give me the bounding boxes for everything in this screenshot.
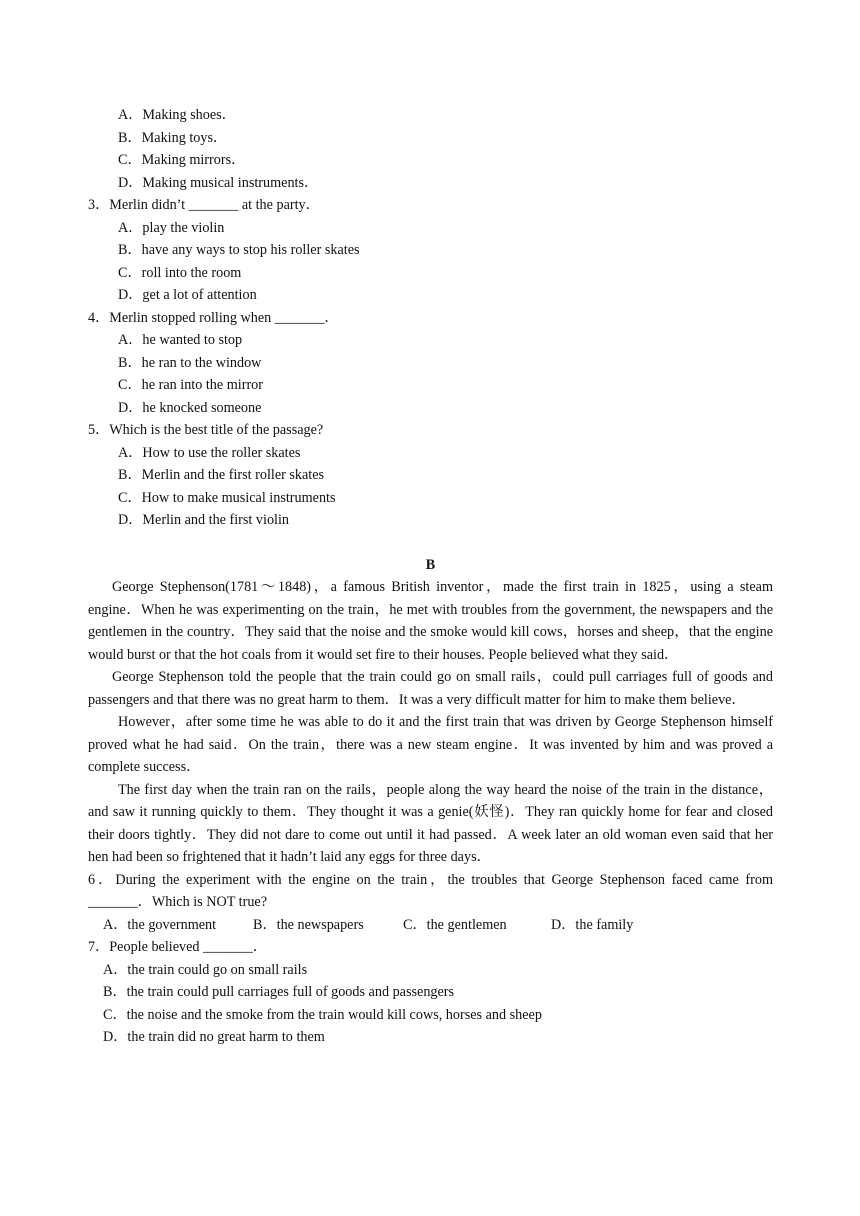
question-3	[88, 194, 773, 307]
option-d: D．he knocked someone	[118, 399, 262, 416]
section-b	[88, 554, 773, 869]
option-d: D．the family	[551, 916, 634, 933]
passage-paragraph-3: However，after some time he was able to do it and the first train that was driven by George Stephenson himself proved what he had said．On the train，there was a new steam engine．It was invented by him and was proved a complete success．	[88, 714, 773, 775]
option-a: A．How to use the roller skates	[118, 444, 301, 461]
option-b: B．the newspapers	[253, 916, 364, 933]
question-stem: 4．Merlin stopped rolling when _______．	[88, 309, 339, 326]
option-b: B．Making toys．	[118, 129, 228, 146]
option-c: C．he ran into the mirror	[118, 377, 263, 393]
question-5	[88, 419, 773, 532]
option-c: C．the gentlemen	[403, 916, 507, 933]
option-b: B．he ran to the window	[118, 354, 262, 371]
question-stem: 5．Which is the best title of the passage?	[88, 422, 324, 438]
question-stem: 7．People believed _______．	[88, 939, 267, 955]
passage-paragraph-4: The first day when the train ran on the rails，people along the way heard the noise of the train in the distance，and saw it running quickly to them．They thought it was a genie(妖怪)．They ran quickly home for fear and closed their doors tightly．They did not dare to come out until it had passed．A week later an old woman even said that her hen had been so frightened that it hadn’t laid any eggs for three days．	[88, 781, 773, 865]
option-a: A．the train could go on small rails	[103, 961, 308, 978]
option-d: D．get a lot of attention	[118, 287, 257, 303]
question-6	[88, 869, 773, 937]
passage-paragraph-1: George Stephenson(1781～1848)，a famous British inventor，made the first train in 1825，using a steam engine．When he was experimenting on the train，he met with troubles from the government, the newspapers and the gentlemen in the country．They said that the noise and the smoke would kill cows，horses and sheep，that the engine would burst or that the hot coals from it would set fire to their houses. People believed what they said．	[88, 579, 773, 663]
option-a: A．Making shoes．	[118, 107, 236, 123]
question-stem: 6．During the experiment with the engine on the train，the troubles that George Stephenson faced came from _______．Which is NOT true?	[88, 871, 773, 910]
option-b: B．Merlin and the first roller skates	[118, 467, 325, 483]
question-4	[88, 307, 773, 420]
options-row	[88, 914, 773, 937]
question-2-options	[88, 104, 773, 194]
option-d: D．Making musical instruments．	[118, 174, 319, 191]
option-b: B．the train could pull carriages full of goods and passengers	[103, 984, 455, 1000]
option-d: D．the train did no great harm to them	[103, 1029, 325, 1045]
section-heading: B	[425, 556, 436, 573]
question-7	[88, 936, 773, 1049]
option-c: C．How to make musical instruments	[118, 489, 336, 506]
option-a: A．play the violin	[118, 219, 225, 236]
option-a: A．he wanted to stop	[118, 332, 243, 348]
option-b: B．have any ways to stop his roller skates	[118, 242, 360, 258]
question-stem: 3．Merlin didn’t _______ at the party．	[88, 197, 320, 213]
option-c: C．the noise and the smoke from the train would kill cows, horses and sheep	[103, 1006, 542, 1023]
option-d: D．Merlin and the first violin	[118, 512, 290, 528]
option-a: A．the government	[103, 916, 217, 933]
option-c: C．roll into the room	[118, 264, 242, 281]
passage-paragraph-2: George Stephenson told the people that the train could go on small rails，could pull carriages full of goods and passengers and that there was no great harm to them．It was a very difficult matter for him to make them believe．	[88, 669, 773, 708]
option-c: C．Making mirrors．	[118, 152, 246, 168]
